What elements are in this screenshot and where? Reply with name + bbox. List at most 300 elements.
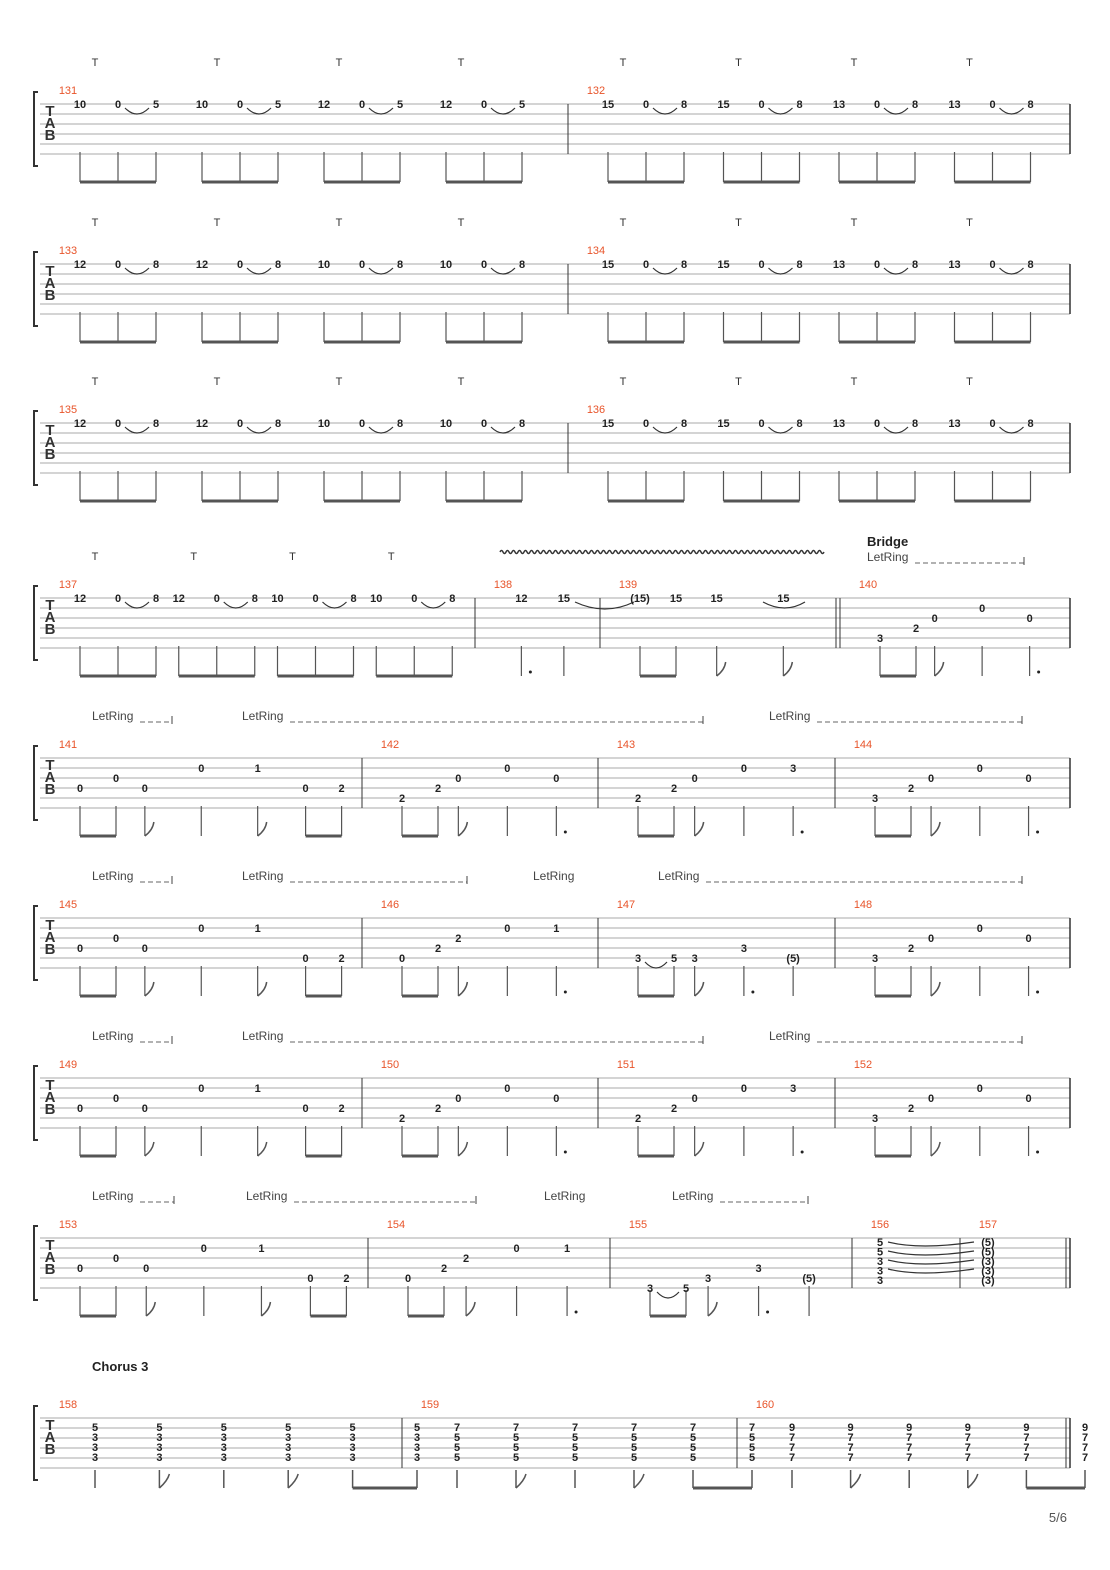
fret-number: 7 [1081,1432,1089,1444]
fret-number: 3 [285,1452,292,1464]
fret-number: 8 [1027,99,1034,111]
fret-number: 8 [911,418,919,430]
tap-marker: T [91,57,99,69]
letring-label: LetRing [92,709,134,723]
fret-number: 8 [680,99,688,111]
fret-number: 5 [876,1246,884,1259]
fret-number: 5 [571,1452,579,1464]
fret-number: 8 [274,259,282,271]
tab-clef: T [45,1417,55,1434]
section-title: Chorus 3 [92,1359,149,1374]
tab-clef: T [45,422,55,439]
bar-number: 134 [586,245,606,257]
fret-number: 8 [680,418,688,430]
tab-clef: B [44,1101,56,1118]
fret-number: 3 [156,1432,163,1444]
fret-number: 5 [512,1442,520,1454]
note-flag [717,662,726,676]
fret-number: (5) [981,1237,995,1249]
note-flag [466,1302,475,1316]
note-dot [564,831,567,834]
fret-number: 0 [141,1103,148,1115]
fret-number: 2 [907,943,915,955]
tab-system [34,1036,1070,1156]
slur [645,962,667,968]
slur [769,427,793,433]
fret-number: 9 [788,1422,796,1434]
fret-number: 0 [504,923,511,935]
tap-marker: T [91,376,99,388]
fret-number: 3 [413,1432,421,1444]
fret-number: 7 [847,1452,854,1464]
fret-number: 3 [740,943,747,955]
fret-number: 5 [682,1283,690,1295]
fret-number: 7 [906,1432,913,1444]
note-flag [458,1142,467,1156]
letring-label: LetRing [658,869,700,883]
section-title: Bridge [867,534,909,549]
fret-number: 5 [630,1442,638,1454]
system-bracket [34,746,38,820]
note-flag [783,662,792,676]
tab-clef: A [44,115,56,132]
fret-number: 2 [912,623,920,635]
tap-marker: T [289,551,296,563]
fret-number: 15 [601,418,615,430]
fret-number: 0 [1026,613,1033,625]
note-dot [575,1311,578,1314]
bar-number: 160 [755,1399,775,1411]
letring-label: LetRing [92,1029,134,1043]
fret-number: 13 [832,418,846,430]
tap-marker: T [735,57,742,69]
slur [491,268,515,274]
tab-clef: A [44,1429,56,1446]
tab-clef: A [44,1089,56,1106]
fret-number: 8 [518,418,526,430]
fret-number: 10 [317,259,331,271]
fret-number: 12 [172,593,185,605]
tap-marker: T [335,376,343,388]
fret-number: 0 [1025,933,1032,945]
fret-number: 5 [748,1452,756,1464]
fret-number: 8 [796,99,803,111]
note-dot [751,991,754,994]
fret-number: 3 [220,1452,227,1464]
fret-number: 5 [156,1422,163,1434]
fret-number: 2 [338,1103,345,1115]
fret-number: 0 [455,1093,462,1105]
system-bracket [34,586,38,660]
fret-number: 3 [413,1442,421,1454]
fret-number: 0 [76,1103,84,1115]
fret-number: 13 [948,259,961,271]
fret-number: 7 [1023,1432,1030,1444]
tab-clef: B [44,781,56,798]
fret-number: 3 [876,633,884,645]
tap-marker: T [735,376,742,388]
slur [1000,268,1024,274]
fret-number: (3) [981,1265,995,1278]
tab-clef: T [45,597,55,614]
fret-number: 8 [1027,259,1034,271]
fret-number: 0 [928,1093,935,1105]
tie-curve [888,1269,974,1273]
fret-number: 0 [455,773,462,785]
fret-number: 0 [76,1263,84,1275]
bar-number: 140 [858,579,878,591]
fret-number: 2 [440,1263,448,1275]
fret-number: 0 [200,1243,207,1255]
fret-number: 3 [705,1273,712,1285]
fret-number: 0 [198,1083,205,1095]
fret-number: 7 [964,1442,971,1454]
fret-number: 3 [634,953,642,965]
fret-number: 3 [871,953,879,965]
fret-number: 5 [571,1432,579,1444]
fret-number: 10 [317,418,331,430]
fret-number: 3 [413,1452,421,1464]
fret-number: 3 [285,1442,292,1454]
note-flag [258,1142,267,1156]
fret-number: 0 [976,1083,983,1095]
fret-number: 5 [512,1432,520,1444]
tab-clef: B [44,621,56,638]
fret-number: 0 [504,763,511,775]
fret-number: 3 [156,1452,163,1464]
fret-number: (3) [981,1275,995,1287]
fret-number: 2 [398,1113,406,1125]
fret-number: 12 [73,593,87,605]
letring-label: LetRing [246,1189,288,1203]
fret-number: 0 [112,773,120,785]
bar-number: 158 [58,1399,78,1411]
tap-marker: T [966,376,973,388]
bar-number: 150 [380,1059,400,1071]
fret-number: 5 [453,1442,461,1454]
note-dot [564,991,567,994]
fret-number: 8 [251,593,258,605]
fret-number: 15 [717,99,730,111]
note-dot [1037,671,1040,674]
fret-number: 3 [871,1113,879,1125]
tab-clef: T [45,917,55,934]
tap-marker: T [91,551,99,563]
tap-marker: T [457,217,465,229]
note-flag [931,822,940,836]
bar-number: 142 [380,739,400,751]
note-flag [708,1302,717,1316]
bar-number: 152 [853,1059,873,1071]
slur [323,602,347,608]
tab-clef: T [45,757,55,774]
note-flag [634,1474,644,1488]
fret-number: 3 [790,763,797,775]
bar-number: 146 [380,899,400,911]
tie-curve [888,1251,974,1255]
bar-number: 149 [58,1059,78,1071]
fret-number: (3) [981,1256,995,1268]
fret-number: 5 [413,1422,421,1434]
fret-number: 0 [358,418,366,430]
tap-marker: T [966,217,973,229]
fret-number: 5 [349,1422,356,1434]
fret-number: 0 [642,99,650,111]
page-number: 5/6 [1048,1510,1067,1525]
tab-clef: B [44,1261,56,1278]
fret-number: 0 [213,593,220,605]
fret-number: 0 [976,923,983,935]
system-bracket [34,411,38,485]
fret-number: 5 [152,99,160,111]
fret-number: 5 [274,99,282,111]
fret-number: 0 [76,783,84,795]
fret-number: 0 [114,259,122,271]
fret-number: 7 [847,1432,854,1444]
fret-number: 8 [518,259,526,271]
fret-number: 0 [642,259,650,271]
bar-number: 145 [58,899,78,911]
note-flag [695,1142,704,1156]
fret-number: 12 [195,418,209,430]
fret-number: 5 [512,1452,520,1464]
bar-number: 151 [616,1059,636,1071]
letring-label: LetRing [242,709,284,723]
fret-number: 7 [964,1452,971,1464]
fret-number: 8 [350,593,357,605]
fret-number: 10 [439,418,453,430]
fret-number: 3 [349,1452,356,1464]
fret-number: 9 [1023,1422,1030,1434]
bar-number: 133 [58,245,78,257]
note-flag [261,1302,270,1316]
fret-number: 8 [911,259,919,271]
fret-number: 0 [411,593,418,605]
bar-number: 157 [978,1219,998,1231]
note-flag [935,662,944,676]
tab-clef: A [44,609,56,626]
fret-number: 3 [91,1442,99,1454]
note-flag [258,822,267,836]
bar-number: 147 [616,899,636,911]
tab-clef: T [45,1237,55,1254]
tap-marker: T [457,57,465,69]
fret-number: 0 [989,418,996,430]
bar-number: 137 [58,579,78,591]
fret-number: 7 [453,1422,461,1434]
note-flag [159,1474,169,1488]
note-flag [931,982,940,996]
tab-system [34,551,1070,677]
fret-number: 12 [73,418,87,430]
letring-label: LetRing [769,709,811,723]
fret-number: 0 [979,603,986,615]
note-dot [1036,991,1039,994]
system-bracket [34,1406,38,1480]
fret-number: 5 [571,1442,579,1454]
fret-number: 7 [630,1422,638,1434]
slur [884,108,908,114]
fret-number: 0 [480,418,488,430]
tab-system [34,876,1070,996]
slur [653,268,677,274]
tap-marker: T [457,376,465,388]
fret-number: 0 [141,783,148,795]
fret-number: 9 [847,1422,854,1434]
slur [1000,427,1024,433]
tap-marker: T [966,57,973,69]
tap-marker: T [213,57,221,69]
note-flag [851,1474,861,1488]
fret-number: 2 [398,793,406,805]
fret-number: 12 [317,99,331,111]
fret-number: 12 [73,259,87,271]
fret-number: 5 [518,99,526,111]
fret-number: 0 [112,1093,120,1105]
note-flag [695,822,704,836]
bar-number: 132 [586,85,606,97]
fret-number: 3 [755,1263,762,1275]
tap-marker: T [190,551,198,563]
fret-number: 8 [796,418,803,430]
tab-system [34,1406,1085,1488]
tab-clef: A [44,769,56,786]
bar-number: 155 [628,1219,648,1231]
fret-number: 8 [796,259,803,271]
letring-label: LetRing [92,869,134,883]
fret-number: 2 [434,783,442,795]
fret-number: 0 [312,593,319,605]
system-bracket [34,1066,38,1140]
fret-number: 12 [515,593,528,605]
fret-number: 3 [156,1442,163,1454]
fret-number: 0 [758,259,765,271]
fret-number: 0 [141,943,148,955]
fret-number: 5 [396,99,404,111]
fret-number: 1 [254,923,261,935]
fret-number: 2 [434,1103,442,1115]
tap-marker: T [850,376,858,388]
fret-number: 7 [847,1442,854,1454]
fret-number: 3 [349,1432,356,1444]
system-bracket [34,252,38,326]
fret-number: 5 [453,1452,461,1464]
fret-number: 8 [911,99,919,111]
fret-number: 5 [748,1432,756,1444]
fret-number: 5 [876,1237,884,1249]
fret-number: 8 [396,418,404,430]
fret-number: 0 [307,1273,314,1285]
fret-number: 3 [876,1275,884,1287]
fret-number: 5 [689,1452,697,1464]
fret-number: 7 [512,1422,520,1434]
fret-number: 0 [989,259,996,271]
fret-number: 0 [480,99,488,111]
letring-label: LetRing [92,1189,134,1203]
fret-number: 8 [449,593,456,605]
slur [369,427,393,433]
fret-number: 3 [220,1432,227,1444]
tab-clef: T [45,103,55,120]
fret-number: 2 [670,783,678,795]
fret-number: 0 [1025,1093,1032,1105]
fret-number: 3 [349,1442,356,1454]
fret-number: 0 [928,933,935,945]
fret-number: 2 [634,1113,642,1125]
slur [491,108,515,114]
letring-label: LetRing [544,1189,586,1203]
fret-number: 15 [601,259,615,271]
note-flag [145,1142,154,1156]
fret-number: 2 [338,953,345,965]
fret-number: 13 [948,99,961,111]
fret-number: 3 [876,1256,884,1268]
fret-number: (5) [786,953,800,965]
fret-number: 7 [1023,1452,1030,1464]
fret-number: 0 [404,1273,412,1285]
slur [491,427,515,433]
fret-number: 0 [740,763,747,775]
fret-number: 0 [758,99,765,111]
fret-number: 5 [630,1432,638,1444]
fret-number: 8 [152,259,160,271]
tap-marker: T [335,217,343,229]
tap-marker: T [387,551,395,563]
slur [125,108,149,114]
system-bracket [34,1226,38,1300]
fret-number: 7 [689,1422,697,1434]
slur [224,602,248,608]
slur [884,427,908,433]
fret-number: 1 [553,923,560,935]
fret-number: 0 [1025,773,1032,785]
fret-number: 0 [358,259,366,271]
letring-label: LetRing [242,1029,284,1043]
fret-number: 0 [112,1253,120,1265]
fret-number: 0 [198,763,205,775]
fret-number: 15 [601,99,615,111]
slur [769,268,793,274]
bar-number: 154 [386,1219,406,1231]
tap-marker: T [91,217,99,229]
slur [125,427,149,433]
slur [1000,108,1024,114]
fret-number: 0 [989,99,996,111]
fret-number: 5 [748,1442,756,1454]
fret-number: 0 [758,418,765,430]
fret-number: 0 [931,613,938,625]
note-flag [458,822,467,836]
note-dot [766,1311,769,1314]
bar-number: 136 [586,404,606,416]
tap-marker: T [213,376,221,388]
tab-clef: B [44,127,56,144]
fret-number: 0 [114,593,122,605]
note-dot [1036,831,1039,834]
fret-number: 1 [254,1083,261,1095]
fret-number: 3 [220,1442,227,1454]
fret-number: 2 [907,1103,915,1115]
tab-clef: B [44,446,56,463]
fret-number: 0 [358,99,366,111]
fret-number: 9 [1081,1422,1089,1434]
fret-number: 3 [876,1265,884,1278]
fret-number: 0 [513,1243,520,1255]
fret-number: 12 [195,259,209,271]
slur [247,427,271,433]
fret-number: (15) [630,593,650,605]
fret-number: 3 [91,1432,99,1444]
